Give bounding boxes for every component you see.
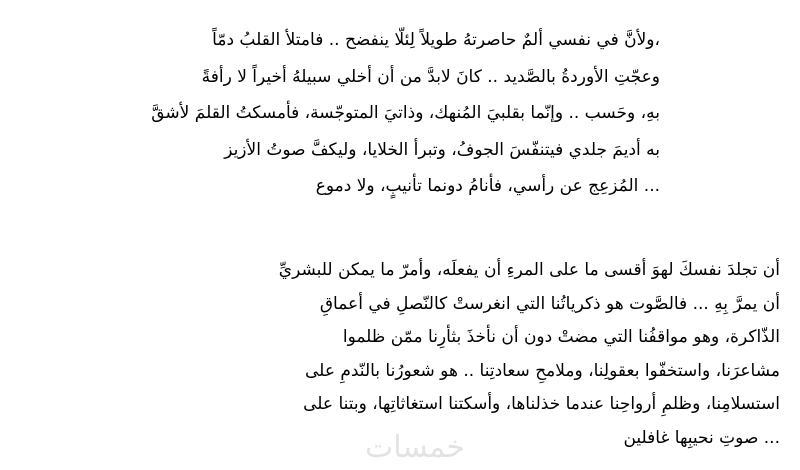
paragraph-line: مشاعرَنا، واستخفّوا بعقولِنا، وملامحِ سعادتِنا .. هو شعورُنا بالنّدمِ على <box>305 360 780 381</box>
paragraph-line: بهِ، وحَسب .. وإنّما بقلبيَ المُنهك، وذاتيَ المتوجّسة، فأمسكتُ القلمَ لأشقَّ <box>151 103 660 123</box>
paragraph-line: أن يمرَّ بِهِ ... فالصَّوت هو ذكرياتُنا التي انغرستْ كالنّصلِ في أعماقِ <box>319 293 780 314</box>
watermark-logo: خمسات <box>365 430 466 465</box>
paragraph-line: أن تجلدَ نفسكَ لهوَ أقسى ما على المرءِ أن يفعلَه، وأمرّ ما يمكن للبشريِّ <box>278 260 780 280</box>
paragraph-line: ،ولأنَّ في نفسي ألمٌ حاصرتهُ طويلاً لِئلّا ينفضح .. فامتلأ القلبُ دمّاً <box>212 30 660 50</box>
paragraph-line: ... صوتِ نحيبِها غافلين <box>623 427 780 448</box>
paragraph-line: الذّاكرة، وهو مواقفُنا التي مضتْ دون أن نأخذَ بثأرِنا ممّن ظلموا <box>342 327 780 347</box>
paragraph-line: ... المُزعِج عن رأسي، فأنامُ دونما تأنيبٍ، ولا دموع <box>315 176 660 196</box>
paragraph-line: وعجّتِ الأوردةُ بالصَّديد .. كانَ لابدَّ من أن أخلي سبيلهُ أخيراً لا رأفةً <box>201 66 660 87</box>
paragraph-line: به أديمَ جلدي فيتنفّسَ الجوفُ، وتبرأ الخلايا، وليكفَّ صوتُ الأزيز <box>224 139 660 160</box>
paragraph-1 <box>151 22 660 205</box>
paragraph-line: استسلامِنا، وظلمِ أرواحِنا عندما خذلناها، وأسكتنا استغاثاتِها، وبتنا على <box>303 394 780 414</box>
paragraph-2 <box>279 254 780 455</box>
